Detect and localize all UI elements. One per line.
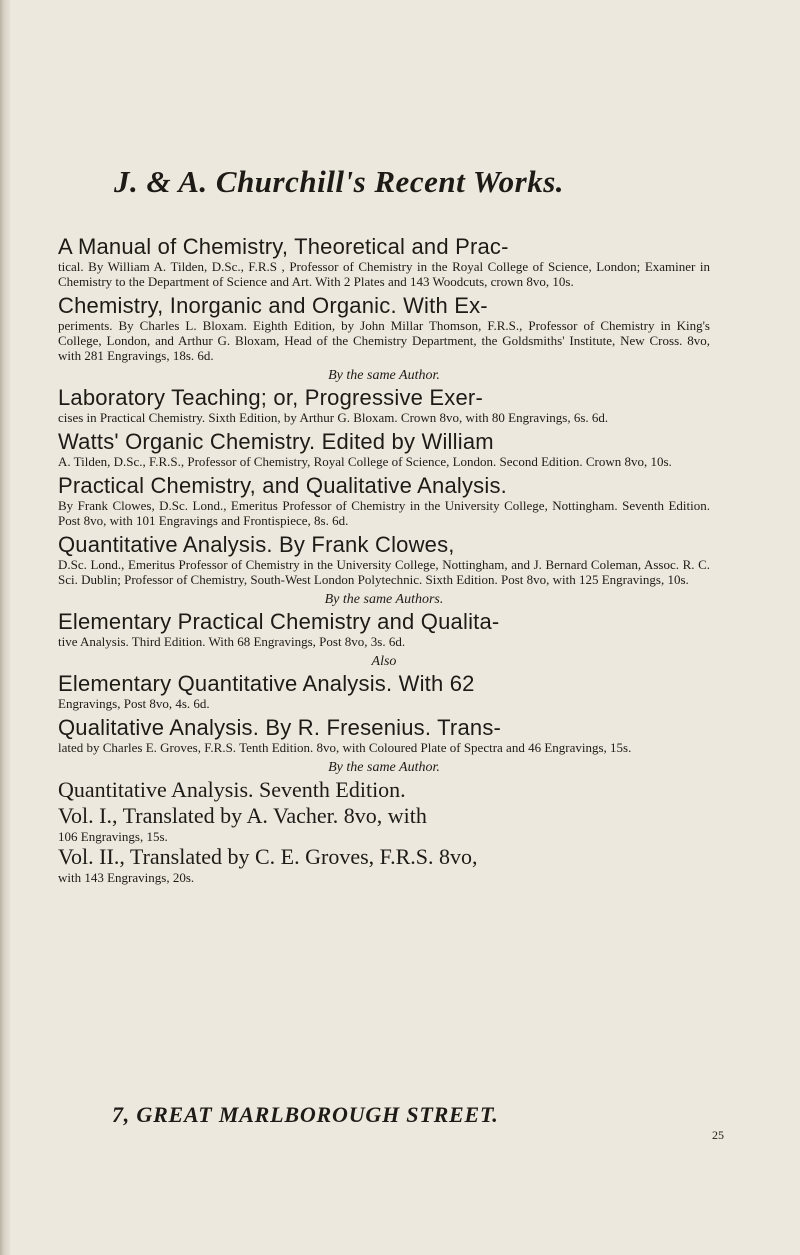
entry-watts-organic-chemistry	[58, 429, 710, 469]
entry-practical-chemistry	[58, 473, 710, 528]
byline: By the same Authors.	[324, 592, 444, 607]
entry-elementary-practical-chemistry	[58, 609, 710, 649]
entry-description: periments. By Charles L. Bloxam. Eighth Edition, by John Millar Thomson, F.R.S., Professor of Chemistry in King's College, London, and Arthur G. Bloxam, Head of the Chemistry Department, the Goldsmiths' Institute, New Cross. 8vo, with 281 Engravings, 18s. 6d.	[58, 318, 710, 363]
entry-manual-of-chemistry	[58, 234, 710, 289]
volume-two-line: Vol. II., Translated by C. E. Groves, F.R.S. 8vo,	[58, 844, 478, 869]
entry-title: Elementary Practical Chemistry and Qualita-	[58, 609, 500, 634]
entry-description: Engravings, Post 8vo, 4s. 6d.	[58, 696, 210, 711]
entry-title: Practical Chemistry, and Qualitative Analysis.	[58, 473, 507, 498]
volume-two-detail: with 143 Engravings, 20s.	[58, 870, 195, 885]
entry-quantitative-analysis-clowes	[58, 532, 710, 587]
byline: By the same Author.	[328, 760, 440, 775]
entry-description: D.Sc. Lond., Emeritus Professor of Chemistry in the University College, Nottingham, and J. Bernard Coleman, Assoc. R. C. Sci. Dublin; Professor of Chemistry, South-West London Polytechnic. Sixth Edition. Post 8vo, with 125 Engravings, 10s.	[58, 557, 710, 587]
entry-description: tive Analysis. Third Edition. With 68 Engravings, Post 8vo, 3s. 6d.	[58, 634, 406, 649]
entry-quantitative-analysis-fresenius	[58, 777, 710, 885]
entry-qualitative-analysis-fresenius	[58, 715, 710, 755]
catalogue-entries	[58, 234, 710, 889]
entry-description: A. Tilden, D.Sc., F.R.S., Professor of Chemistry, Royal College of Science, London. Second Edition. Crown 8vo, 10s.	[58, 454, 672, 469]
entry-title: Elementary Quantitative Analysis. With 62	[58, 671, 475, 696]
volume-one-line: Vol. I., Translated by A. Vacher. 8vo, with	[58, 803, 427, 828]
entry-description: By Frank Clowes, D.Sc. Lond., Emeritus Professor of Chemistry in the University College, Nottingham. Seventh Edition. Post 8vo, with 101 Engravings and Frontispiece, 8s. 6d.	[58, 498, 710, 528]
entry-laboratory-teaching	[58, 385, 710, 425]
byline: By the same Author.	[328, 368, 440, 383]
entry-title: Chemistry, Inorganic and Organic. With Ex-	[58, 293, 488, 318]
entry-description: lated by Charles E. Groves, F.R.S. Tenth Edition. 8vo, with Coloured Plate of Spectra and 46 Engravings, 15s.	[58, 740, 632, 755]
entry-title: Quantitative Analysis. Seventh Edition.	[58, 777, 406, 802]
entry-title: Quantitative Analysis. By Frank Clowes,	[58, 532, 455, 557]
entry-title: Laboratory Teaching; or, Progressive Exer-	[58, 385, 483, 410]
running-head: J. & A. Churchill's Recent Works.	[114, 164, 565, 199]
entry-title: Qualitative Analysis. By R. Fresenius. Trans-	[58, 715, 502, 740]
entry-description: tical. By William A. Tilden, D.Sc., F.R.S , Professor of Chemistry in the Royal College of Science, London; Examiner in Chemistry to the Department of Science and Art. With 2 Plates and 143 Woodcuts, crown 8vo, 10s.	[58, 259, 710, 289]
byline: Also	[371, 654, 397, 669]
volume-one-detail: 106 Engravings, 15s.	[58, 829, 168, 844]
entry-title: A Manual of Chemistry, Theoretical and Prac-	[58, 234, 509, 259]
entry-elementary-quantitative-analysis	[58, 671, 710, 711]
entry-chemistry-inorganic-organic	[58, 293, 710, 363]
entry-description: cises in Practical Chemistry. Sixth Edition, by Arthur G. Bloxam. Crown 8vo, with 80 Engravings, 6s. 6d.	[58, 410, 609, 425]
entry-title: Watts' Organic Chemistry. Edited by William	[58, 429, 494, 454]
page-number: 25	[712, 1128, 724, 1142]
page-gutter-shadow	[0, 0, 10, 1255]
publisher-address: 7, GREAT MARLBOROUGH STREET.	[112, 1102, 499, 1127]
